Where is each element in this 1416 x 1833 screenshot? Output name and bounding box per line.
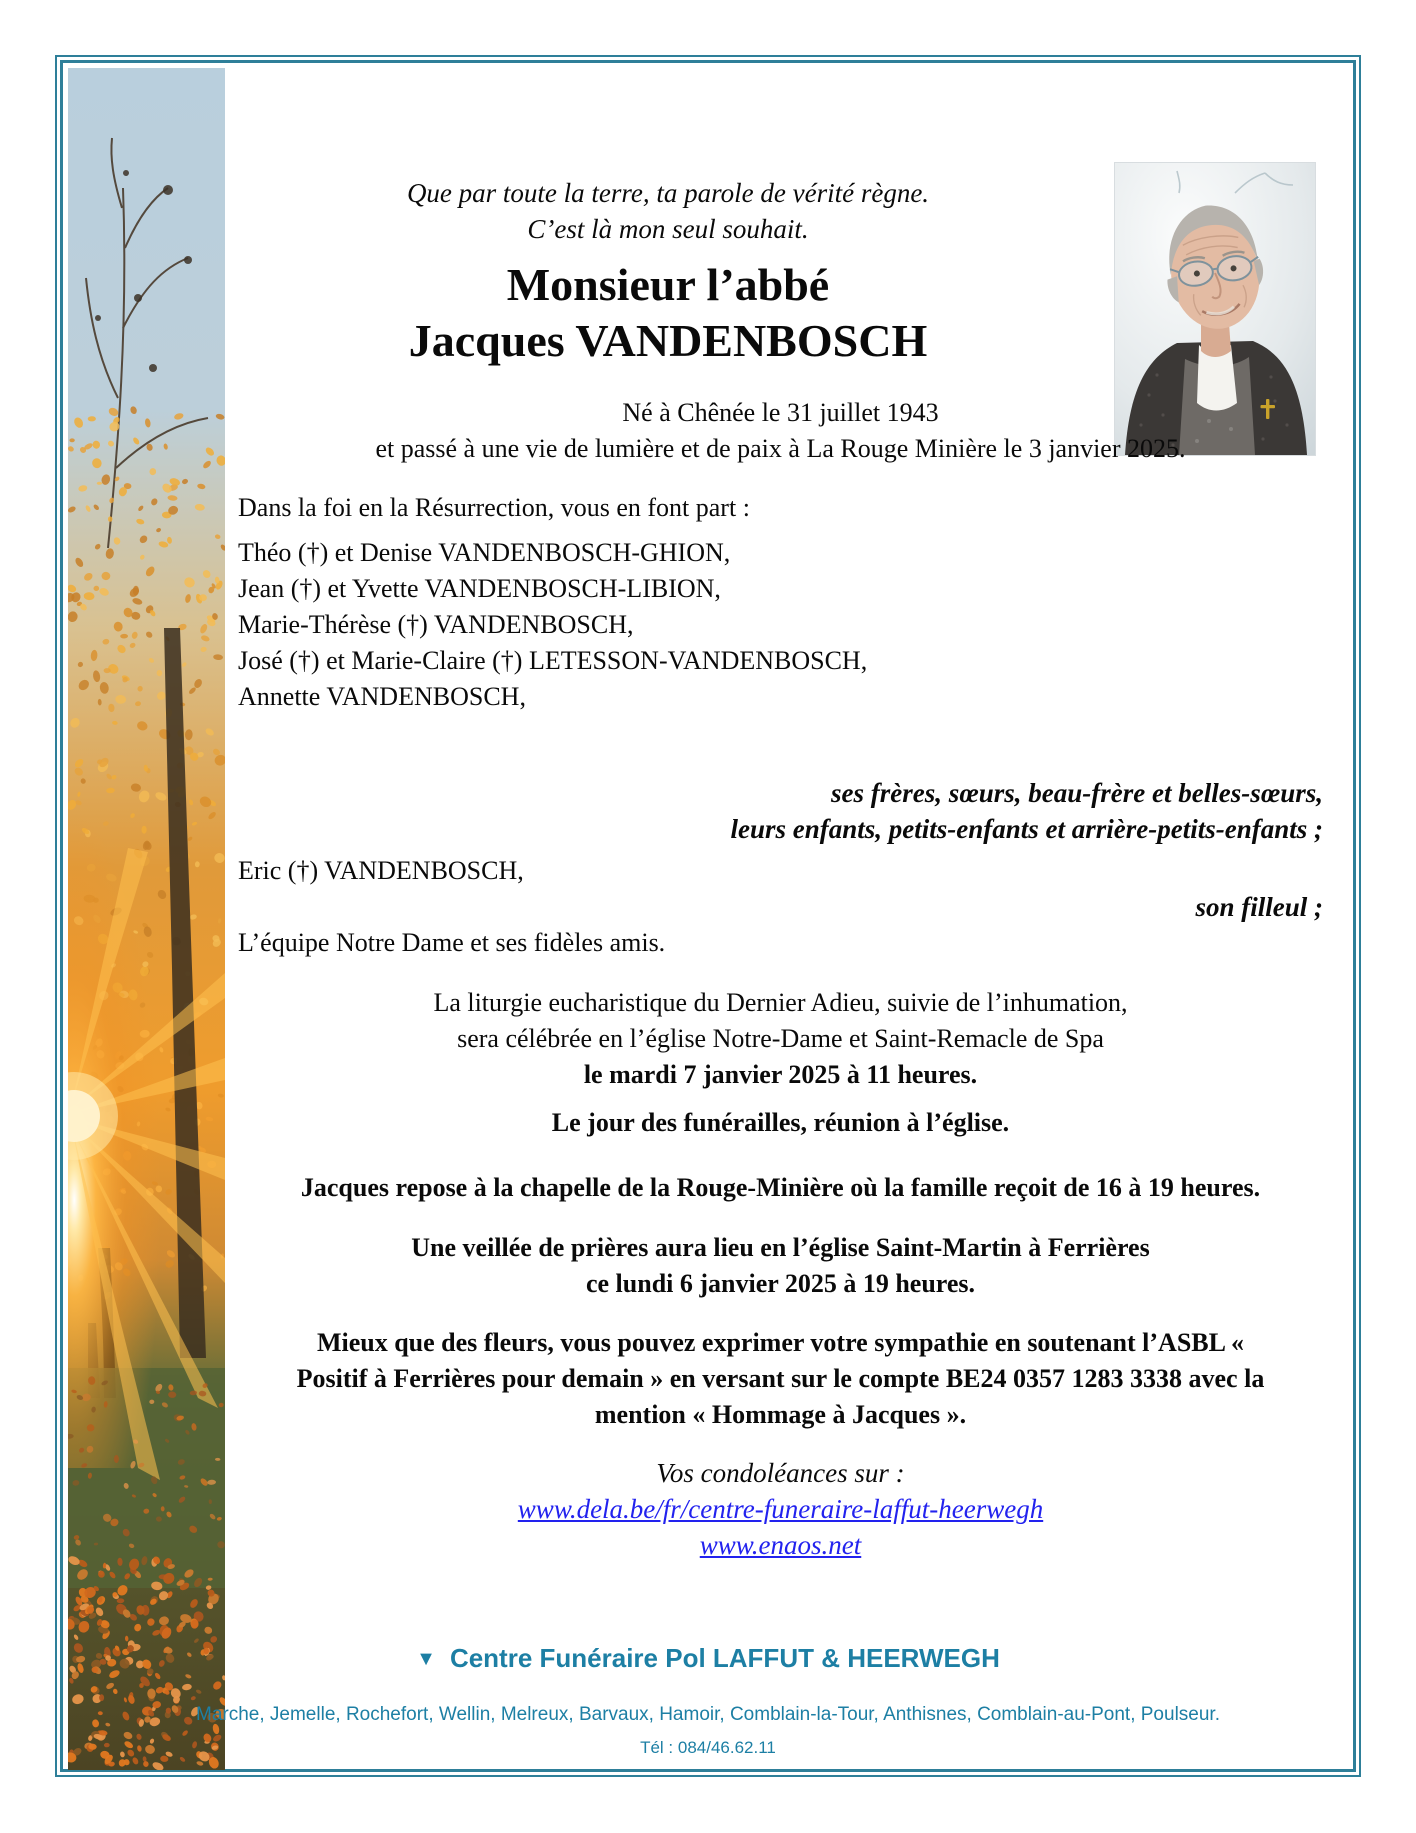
- condolences-section: [238, 1455, 1323, 1563]
- liturgy-line-2: sera célébrée en l’église Notre-Dame et Saint-Remacle de Spa: [457, 1024, 1104, 1053]
- donation-line-3: mention « Hommage à Jacques ».: [594, 1400, 967, 1429]
- family-member: Annette VANDENBOSCH,: [238, 682, 526, 711]
- liturgy-paragraph: [238, 985, 1323, 1093]
- relations-caption: [238, 775, 1323, 847]
- condolences-link-dela[interactable]: www.dela.be/fr/centre-funeraire-laffut-heerwegh: [517, 1494, 1044, 1524]
- funeral-home-logo-icon: ▼: [416, 1648, 436, 1670]
- relations-line-2: leurs enfants, petits-enfants et arrière-petits-enfants ;: [730, 814, 1323, 844]
- quote-line-1: Que par toute la terre, ta parole de vérité règne.: [406, 178, 930, 208]
- family-member: Marie-Thérèse (†) VANDENBOSCH,: [238, 610, 634, 639]
- death-line: et passé à une vie de lumière et de paix à La Rouge Minière le 3 janvier 2025.: [375, 434, 1186, 463]
- quote-line-2: C’est là mon seul souhait.: [527, 214, 809, 244]
- announcement-body: [63, 63, 1353, 1563]
- funeral-meeting-line: Le jour des funérailles, réunion à l’église.: [551, 1108, 1010, 1137]
- faith-intro-line: Dans la foi en la Résurrection, vous en font part :: [238, 493, 750, 522]
- godson-name-line: Eric (†) VANDENBOSCH,: [238, 856, 524, 885]
- funeral-home-name-line: [63, 1641, 1353, 1678]
- family-member: Jean (†) et Yvette VANDENBOSCH-LIBION,: [238, 574, 721, 603]
- friends-line: L’équipe Notre Dame et ses fidèles amis.: [238, 928, 666, 957]
- funeral-home-footer: [63, 1641, 1353, 1760]
- opening-quote: [238, 175, 1098, 247]
- deceased-name-title: [238, 257, 1098, 369]
- condolences-link-enaos[interactable]: www.enaos.net: [699, 1530, 862, 1560]
- vigil-paragraph: [238, 1230, 1323, 1302]
- liturgy-line-1: La liturgie eucharistique du Dernier Adieu, suivie de l’inhumation,: [433, 988, 1128, 1017]
- donation-line-1: Mieux que des fleurs, vous pouvez exprimer votre sympathie en soutenant l’ASBL «: [316, 1328, 1245, 1357]
- funeral-home-name: Centre Funéraire Pol LAFFUT & HEERWEGH: [449, 1643, 1000, 1673]
- relations-line-1: ses frères, sœurs, beau-frère et belles-sœurs,: [831, 778, 1323, 808]
- donation-paragraph: [238, 1325, 1323, 1433]
- title-line-1: Monsieur l’abbé: [506, 259, 830, 310]
- funeral-home-locations: Marche, Jemelle, Rochefort, Wellin, Melreux, Barvaux, Hamoir, Comblain-la-Tour, Anthisnes, Comblain-au-Pont, Poulseur.: [196, 1704, 1220, 1725]
- family-member: José (†) et Marie-Claire (†) LETESSON-VANDENBOSCH,: [238, 646, 868, 675]
- title-line-2: Jacques VANDENBOSCH: [408, 315, 928, 366]
- repose-line: Jacques repose à la chapelle de la Rouge-Minière où la famille reçoit de 16 à 19 heures.: [300, 1173, 1261, 1202]
- page-border-frame: [55, 55, 1361, 1777]
- condolences-label: Vos condoléances sur :: [656, 1458, 905, 1488]
- page-border-frame-inner: [60, 60, 1356, 1772]
- godson-caption: son filleul ;: [1195, 892, 1323, 922]
- vigil-line-2: ce lundi 6 janvier 2025 à 19 heures.: [585, 1269, 976, 1298]
- funeral-home-phone: Tél : 084/46.62.11: [640, 1738, 776, 1757]
- birth-line: Né à Chênée le 31 juillet 1943: [622, 398, 939, 427]
- liturgy-datetime: le mardi 7 janvier 2025 à 11 heures.: [583, 1060, 978, 1089]
- life-dates: [238, 395, 1323, 467]
- vigil-line-1: Une veillée de prières aura lieu en l’église Saint-Martin à Ferrières: [411, 1233, 1150, 1262]
- family-member: Théo (†) et Denise VANDENBOSCH-GHION,: [238, 538, 731, 567]
- family-list: [238, 535, 1323, 715]
- donation-line-2: Positif à Ferrières pour demain » en versant sur le compte BE24 0357 1283 3338 avec la: [296, 1364, 1265, 1393]
